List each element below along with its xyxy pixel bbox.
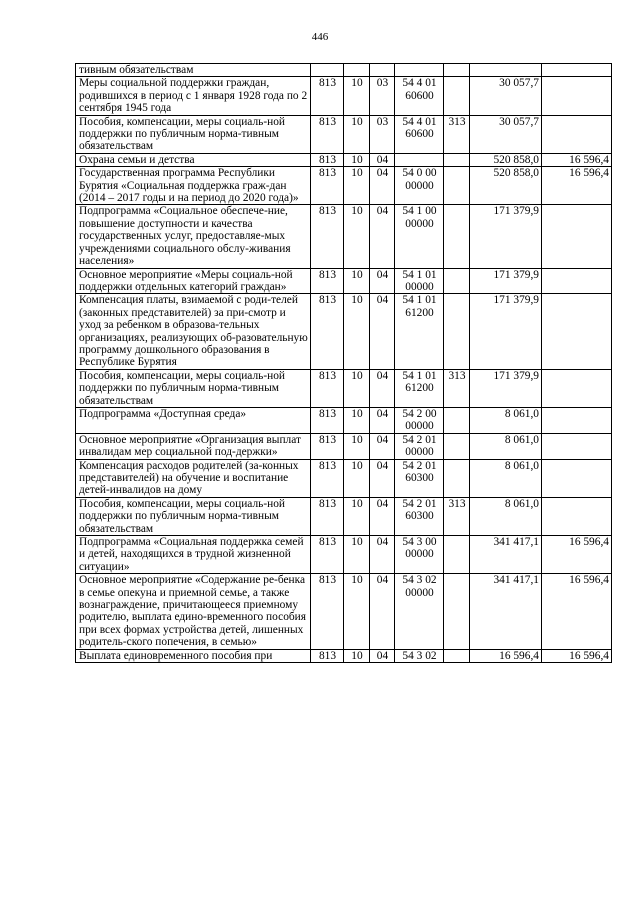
subsection-code: 04 xyxy=(370,459,395,497)
amount-total: 171 379,9 xyxy=(470,268,542,294)
target-article-code: 54 1 01 61200 xyxy=(395,369,444,407)
amount-federal xyxy=(542,268,612,294)
row-name: Пособия, компенсации, меры социаль-ной поддержки по публичным норма-тивным обязательствам xyxy=(76,115,311,153)
target-article-code: 54 4 01 60600 xyxy=(395,115,444,153)
row-name: Государственная программа Республики Бурятия «Социальная поддержка граж-дан (2014 – 2017 годы и на период до 2020 года)» xyxy=(76,167,311,205)
table-row xyxy=(76,407,612,433)
subsection-code: 04 xyxy=(370,268,395,294)
row-name: Пособия, компенсации, меры социаль-ной поддержки по публичным норма-тивным обязательствам xyxy=(76,497,311,535)
table-row xyxy=(76,205,612,268)
ved-code: 813 xyxy=(311,167,344,205)
table-row xyxy=(76,433,612,459)
target-article-code: 54 2 01 60300 xyxy=(395,497,444,535)
amount-total: 16 596,4 xyxy=(470,649,542,662)
expense-type-code xyxy=(444,268,470,294)
table-row xyxy=(76,459,612,497)
expense-type-code xyxy=(444,536,470,574)
amount-federal: 16 596,4 xyxy=(542,574,612,649)
subsection-code: 04 xyxy=(370,536,395,574)
expense-type-code xyxy=(444,459,470,497)
ved-code: 813 xyxy=(311,369,344,407)
row-name: Основное мероприятие «Меры социаль-ной поддержки отдельных категорий граждан» xyxy=(76,268,311,294)
row-name: Подпрограмма «Социальная поддержка семей и детей, находящихся в трудной жизненной ситуации» xyxy=(76,536,311,574)
amount-total: 8 061,0 xyxy=(470,497,542,535)
subsection-code: 04 xyxy=(370,167,395,205)
amount-total: 30 057,7 xyxy=(470,77,542,115)
expense-type-code: 313 xyxy=(444,369,470,407)
amount-total: 520 858,0 xyxy=(470,167,542,205)
target-article-code: 54 2 01 00000 xyxy=(395,433,444,459)
section-code: 10 xyxy=(344,649,370,662)
table-row xyxy=(76,497,612,535)
target-article-code: 54 1 01 00000 xyxy=(395,268,444,294)
ved-code: 813 xyxy=(311,205,344,268)
table-row xyxy=(76,536,612,574)
amount-federal: 16 596,4 xyxy=(542,649,612,662)
amount-federal xyxy=(542,294,612,369)
section-code: 10 xyxy=(344,536,370,574)
section-code: 10 xyxy=(344,115,370,153)
table-row xyxy=(76,64,612,77)
amount-total: 341 417,1 xyxy=(470,536,542,574)
amount-total: 8 061,0 xyxy=(470,459,542,497)
amount-total: 171 379,9 xyxy=(470,294,542,369)
row-name: Основное мероприятие «Организация выплат инвалидам мер социальной под-держки» xyxy=(76,433,311,459)
subsection-code: 04 xyxy=(370,433,395,459)
amount-total: 8 061,0 xyxy=(470,433,542,459)
amount-federal xyxy=(542,459,612,497)
expense-type-code xyxy=(444,574,470,649)
row-name: Основное мероприятие «Содержание ре-бенка в семье опекуна и приемной семье, а также вознаграждение, причитающееся приемному родителю, выплата едино-временного пособия при всех формах устройства детей, лишенных родитель-ского попечения, в семью» xyxy=(76,574,311,649)
target-article-code: 54 2 01 60300 xyxy=(395,459,444,497)
expense-type-code xyxy=(444,649,470,662)
amount-federal xyxy=(542,64,612,77)
ved-code xyxy=(311,64,344,77)
subsection-code xyxy=(370,64,395,77)
amount-federal: 16 596,4 xyxy=(542,536,612,574)
row-name: Компенсация платы, взимаемой с роди-телей (законных представителей) за при-смотр и уход за ребенком в образова-тельных организациях, реализующих об-разовательную программу дошкольного образования в Республике Бурятия xyxy=(76,294,311,369)
expense-type-code xyxy=(444,294,470,369)
target-article-code: 54 2 00 00000 xyxy=(395,407,444,433)
amount-federal xyxy=(542,205,612,268)
target-article-code xyxy=(395,153,444,166)
subsection-code: 03 xyxy=(370,77,395,115)
subsection-code: 04 xyxy=(370,369,395,407)
page-number: 446 xyxy=(311,31,329,43)
ved-code: 813 xyxy=(311,153,344,166)
ved-code: 813 xyxy=(311,459,344,497)
target-article-code: 54 3 00 00000 xyxy=(395,536,444,574)
section-code: 10 xyxy=(344,167,370,205)
section-code: 10 xyxy=(344,407,370,433)
ved-code: 813 xyxy=(311,115,344,153)
row-name: тивным обязательствам xyxy=(76,64,311,77)
amount-federal: 16 596,4 xyxy=(542,167,612,205)
expense-type-code: 313 xyxy=(444,497,470,535)
ved-code: 813 xyxy=(311,574,344,649)
expense-type-code xyxy=(444,433,470,459)
section-code: 10 xyxy=(344,574,370,649)
expense-type-code xyxy=(444,205,470,268)
table-row xyxy=(76,268,612,294)
expense-type-code: 313 xyxy=(444,115,470,153)
ved-code: 813 xyxy=(311,497,344,535)
amount-total: 30 057,7 xyxy=(470,115,542,153)
table-row xyxy=(76,77,612,115)
table-row xyxy=(76,294,612,369)
amount-total: 171 379,9 xyxy=(470,369,542,407)
amount-federal xyxy=(542,433,612,459)
table-body xyxy=(76,64,612,663)
ved-code: 813 xyxy=(311,77,344,115)
subsection-code: 04 xyxy=(370,294,395,369)
target-article-code: 54 4 01 60600 xyxy=(395,77,444,115)
section-code: 10 xyxy=(344,205,370,268)
amount-federal xyxy=(542,407,612,433)
ved-code: 813 xyxy=(311,268,344,294)
table-row xyxy=(76,369,612,407)
row-name: Подпрограмма «Социальное обеспече-ние, повышение доступности и качества государственных услуг, предоставляе-мых учреждениями социального обслу-живания населения» xyxy=(76,205,311,268)
amount-total: 520 858,0 xyxy=(470,153,542,166)
section-code: 10 xyxy=(344,433,370,459)
target-article-code: 54 3 02 xyxy=(395,649,444,662)
ved-code: 813 xyxy=(311,294,344,369)
amount-federal: 16 596,4 xyxy=(542,153,612,166)
expense-type-code xyxy=(444,64,470,77)
amount-total xyxy=(470,64,542,77)
amount-total: 8 061,0 xyxy=(470,407,542,433)
row-name: Подпрограмма «Доступная среда» xyxy=(76,407,311,433)
row-name: Выплата единовременного пособия при xyxy=(76,649,311,662)
amount-federal xyxy=(542,369,612,407)
section-code: 10 xyxy=(344,77,370,115)
subsection-code: 04 xyxy=(370,407,395,433)
section-code: 10 xyxy=(344,268,370,294)
amount-federal xyxy=(542,115,612,153)
amount-federal xyxy=(542,497,612,535)
table-row xyxy=(76,649,612,662)
ved-code: 813 xyxy=(311,407,344,433)
section-code: 10 xyxy=(344,497,370,535)
expense-type-code xyxy=(444,77,470,115)
section-code xyxy=(344,64,370,77)
budget-table xyxy=(75,63,612,663)
target-article-code: 54 1 00 00000 xyxy=(395,205,444,268)
table-row xyxy=(76,153,612,166)
target-article-code: 54 0 00 00000 xyxy=(395,167,444,205)
row-name: Пособия, компенсации, меры социаль-ной поддержки по публичным норма-тивным обязательствам xyxy=(76,369,311,407)
target-article-code: 54 1 01 61200 xyxy=(395,294,444,369)
section-code: 10 xyxy=(344,153,370,166)
amount-federal xyxy=(542,77,612,115)
expense-type-code xyxy=(444,167,470,205)
table-row xyxy=(76,167,612,205)
row-name: Компенсация расходов родителей (за-конных представителей) на обучение и воспитание детей-инвалидов на дому xyxy=(76,459,311,497)
table-row xyxy=(76,115,612,153)
section-code: 10 xyxy=(344,459,370,497)
subsection-code: 04 xyxy=(370,205,395,268)
target-article-code xyxy=(395,64,444,77)
row-name: Охрана семьи и детства xyxy=(76,153,311,166)
amount-total: 171 379,9 xyxy=(470,205,542,268)
table-row xyxy=(76,574,612,649)
expense-type-code xyxy=(444,153,470,166)
ved-code: 813 xyxy=(311,649,344,662)
ved-code: 813 xyxy=(311,536,344,574)
section-code: 10 xyxy=(344,369,370,407)
subsection-code: 04 xyxy=(370,574,395,649)
row-name: Меры социальной поддержки граждан, родившихся в период с 1 января 1928 года по 2 сентября 1945 года xyxy=(76,77,311,115)
expense-type-code xyxy=(444,407,470,433)
subsection-code: 03 xyxy=(370,115,395,153)
subsection-code: 04 xyxy=(370,497,395,535)
subsection-code: 04 xyxy=(370,649,395,662)
subsection-code: 04 xyxy=(370,153,395,166)
section-code: 10 xyxy=(344,294,370,369)
target-article-code: 54 3 02 00000 xyxy=(395,574,444,649)
ved-code: 813 xyxy=(311,433,344,459)
amount-total: 341 417,1 xyxy=(470,574,542,649)
